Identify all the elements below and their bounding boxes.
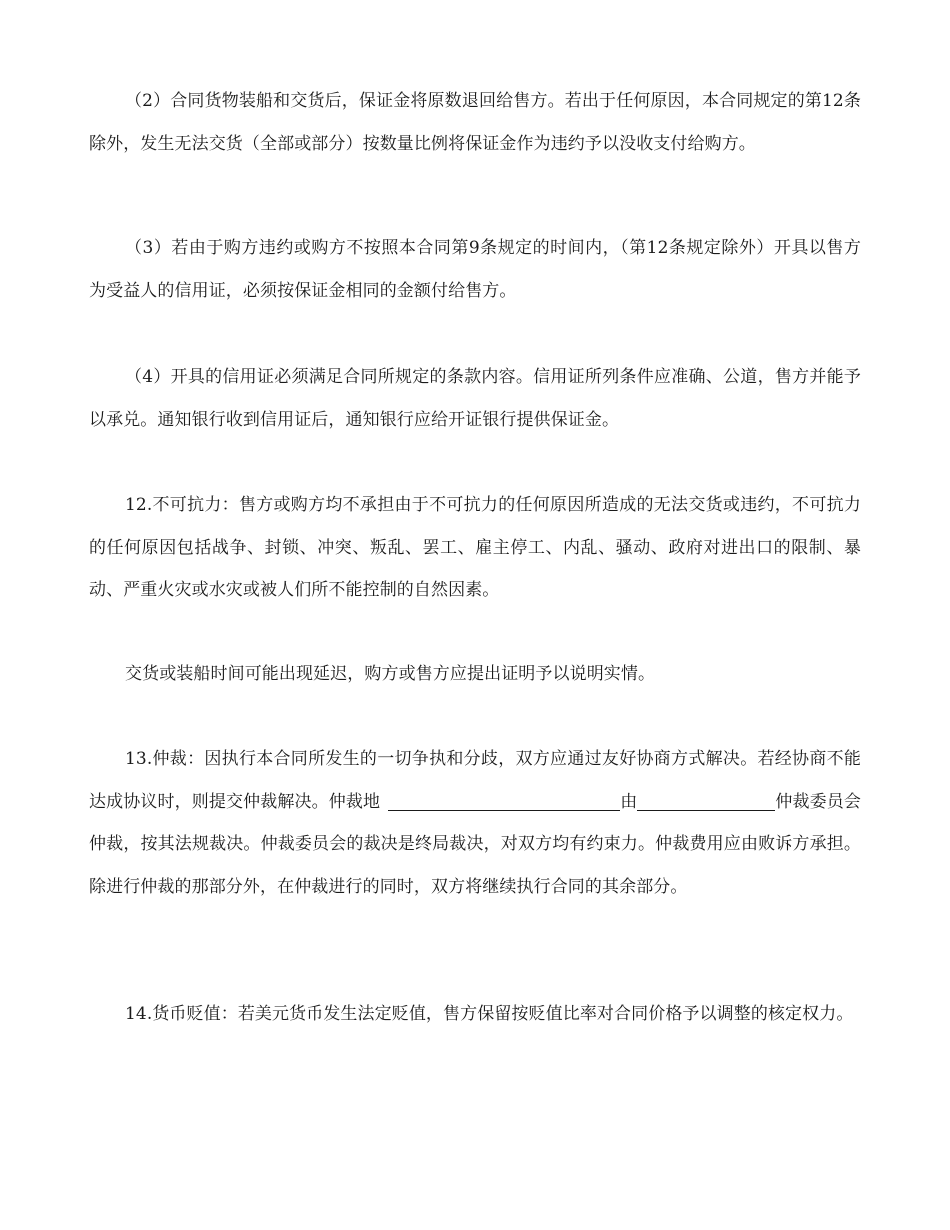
clause-11-3-paragraph: [89, 227, 861, 312]
clause-12-text: 12.不可抗力：售方或购方均不承担由于不可抗力的任何原因所造成的无法交货或违约，不可抗力的任何原因包括战争、封锁、冲突、叛乱、罢工、雇主停工、内乱、骚动、政府对进出口的限制、暴动、严重火灾或水灾或被人们所不能控制的自然因素。: [89, 495, 861, 600]
clause-14-text: 14.货币贬值：若美元货币发生法定贬值，售方保留按贬值比率对合同价格予以调整的核定权力。: [125, 1004, 854, 1024]
clause-11-2-text: （2）合同货物装船和交货后，保证金将原数退回给售方。若出于任何原因，本合同规定的第12条除外，发生无法交货（全部或部分）按数量比例将保证金作为违约予以没收支付给购方。: [89, 91, 861, 154]
clause-13-arbitration-paragraph: [89, 738, 861, 908]
clause-13-text-part1: 13.仲裁：因执行本合同所发生的一切争执和分歧，双方应通过友好协商方式解决。若经协商不能达成协议时，则提交仲裁解决。仲裁地: [89, 749, 861, 812]
delay-notice-paragraph: [89, 653, 861, 696]
clause-12-force-majeure-paragraph: [89, 484, 861, 612]
clause-11-2-paragraph: [89, 80, 861, 165]
arbitration-commission-blank[interactable]: [637, 788, 775, 811]
delay-notice-text: 交货或装船时间可能出现延迟，购方或售方应提出证明予以说明实情。: [125, 664, 656, 684]
clause-11-3-text: （3）若由于购方违约或购方不按照本合同第9条规定的时间内，（第12条规定除外）开具以售方为受益人的信用证，必须按保证金相同的金额付给售方。: [89, 238, 861, 301]
clause-14-currency-paragraph: [89, 993, 861, 1036]
clause-11-4-text: （4）开具的信用证必须满足合同所规定的条款内容。信用证所列条件应准确、公道，售方并能予以承兑。通知银行收到信用证后，通知银行应给开证银行提供保证金。: [89, 367, 861, 430]
clause-13-text-part2: 由: [620, 791, 638, 812]
clause-11-4-paragraph: [89, 356, 861, 441]
clause-13-text-part3: 仲裁委员会仲裁，按其法规裁决。仲裁委员会的裁决是终局裁决，对双方均有约束力。仲裁费用应由败诉方承担。除进行仲裁的那部分外，在仲裁进行的同时，双方将继续执行合同的其余部分。: [89, 791, 862, 897]
arbitration-place-blank[interactable]: [388, 788, 620, 811]
